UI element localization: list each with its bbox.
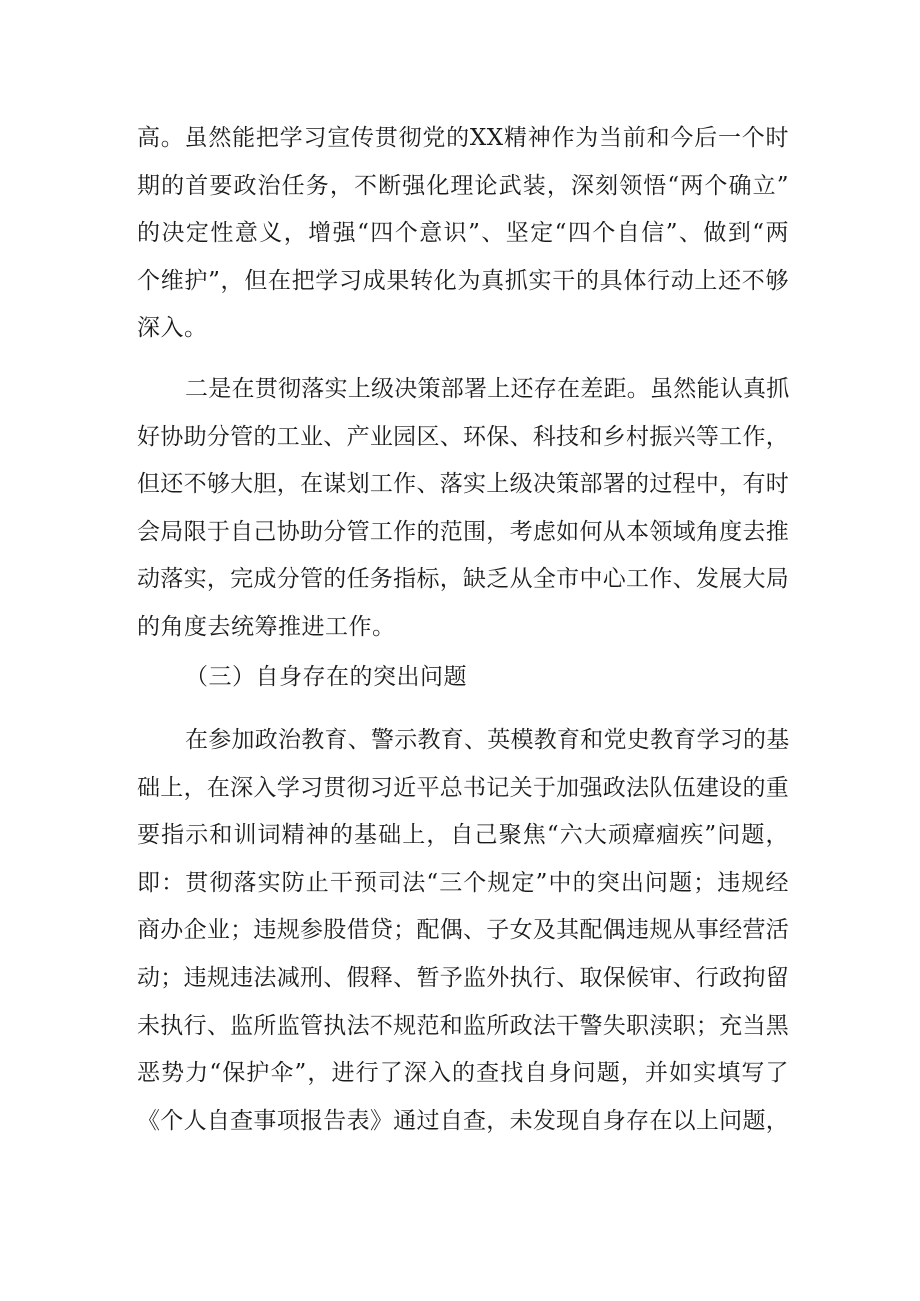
paragraph-1-line-3: 的决定性意义，增强“四个意识”、坚定“四个自信”、做到“两 [137,220,789,247]
paragraph-3-line-1: 在参加政治教育、警示教育、英模教育和党史教育学习的基 [185,727,789,753]
paragraph-2-line-3: 但还不够大胆，在谋划工作、落实上级决策部署的过程中，有时 [137,471,789,498]
paragraph-3-line-8: 恶势力“保护伞”，进行了深入的查找自身问题，并如实填写了 [137,1060,789,1087]
paragraph-3-line-7: 未执行、监所监管执法不规范和监所政法干警失职渎职；充当黑 [137,1012,789,1039]
paragraph-3-line-6: 动；违规违法减刑、假释、暂予监外执行、取保候审、行政拘留 [137,964,789,991]
section-heading: （三）自身存在的突出问题 [185,664,467,690]
paragraph-3-line-2: 础上，在深入学习贯彻习近平总书记关于加强政法队伍建设的重 [137,774,789,801]
paragraph-3-line-4: 即：贯彻落实防止干预司法“三个规定”中的突出问题；违规经 [137,869,789,896]
paragraph-1 [137,115,789,353]
paragraph-2-line-2: 好协助分管的工业、产业园区、环保、科技和乡村振兴等工作， [137,423,789,450]
paragraph-3-line-5: 商办企业；违规参股借贷；配偶、子女及其配偶违规从事经营活 [137,917,789,944]
paragraph-3-line-9: 《个人自查事项报告表》通过自查，未发现自身存在以上问题， [137,1107,789,1134]
paragraph-3-line-3: 要指示和训词精神的基础上，自己聚焦“六大顽瘴痼疾”问题， [137,822,789,849]
paragraph-2 [137,366,789,652]
paragraph-1-line-2: 期的首要政治任务，不断强化理论武装，深刻领悟“两个确立” [137,172,789,199]
paragraph-2-line-5: 动落实，完成分管的任务指标，缺乏从全市中心工作、发展大局 [137,566,789,593]
paragraph-2-line-1: 二是在贯彻落实上级决策部署上还存在差距。虽然能认真抓 [185,376,789,402]
paragraph-1-line-4: 个维护”，但在把学习成果转化为真抓实干的具体行动上还不够 [137,267,789,294]
paragraph-1-line-5: 深入。 [137,315,208,342]
paragraph-3 [137,717,789,1145]
paragraph-1-line-1: 高。虽然能把学习宣传贯彻党的XX精神作为当前和今后一个时 [137,125,789,151]
paragraph-2-line-6: 的角度去统筹推进工作。 [137,613,396,640]
paragraph-2-line-4: 会局限于自己协助分管工作的范围，考虑如何从本领域角度去推 [137,518,789,545]
